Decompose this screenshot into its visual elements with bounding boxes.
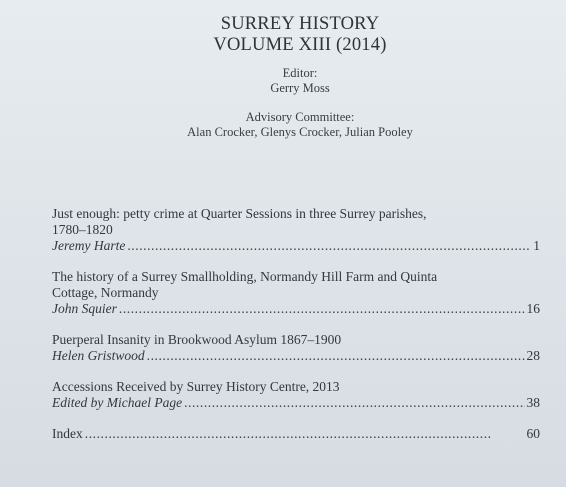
toc-entry-title: The history of a Surrey Smallholding, Normandy Hill Farm and Quinta xyxy=(52,269,438,284)
committee-label: Advisory Committee: xyxy=(245,110,355,124)
toc-entry-1 xyxy=(52,206,540,254)
toc-entry-index xyxy=(52,426,540,442)
toc-entry-author: Jeremy Harte xyxy=(52,238,126,253)
editor-name: Gerry Moss xyxy=(270,81,330,95)
toc-entry-author-line xyxy=(52,348,540,364)
dot-leader xyxy=(119,301,525,317)
toc-entry-2 xyxy=(52,269,540,317)
toc-entry-title: Accessions Received by Surrey History Centre, 2013 xyxy=(52,379,340,394)
dot-leader xyxy=(147,348,525,364)
toc-entry-author: John Squier xyxy=(52,301,117,316)
title-block xyxy=(0,14,566,140)
toc-entry-page: 38 xyxy=(526,395,540,410)
toc-entry-author-line xyxy=(52,395,540,411)
advisory-committee-block xyxy=(0,110,566,140)
toc-entry-author-line xyxy=(52,301,540,317)
toc-entry-title-cont: Cottage, Normandy xyxy=(52,285,159,300)
journal-title: SURREY HISTORY xyxy=(220,14,380,34)
dot-leader xyxy=(127,238,531,254)
index-label: Index xyxy=(52,426,83,441)
dot-leader xyxy=(85,426,525,442)
toc-entry-title: Just enough: petty crime at Quarter Sessions in three Surrey parishes, xyxy=(52,206,427,221)
index-line xyxy=(52,426,540,442)
toc-entry-author: Helen Gristwood xyxy=(52,348,145,363)
index-page: 60 xyxy=(526,426,540,441)
toc-entry-author-line xyxy=(52,238,540,254)
volume-title: VOLUME XIII (2014) xyxy=(213,35,387,55)
toc-entry-title: Puerperal Insanity in Brookwood Asylum 1867–1900 xyxy=(52,332,342,347)
toc-entry-3 xyxy=(52,332,540,364)
toc-entry-page: 28 xyxy=(526,348,540,363)
toc-entry-page: 1 xyxy=(533,238,540,253)
editor-label: Editor: xyxy=(282,66,318,80)
editor-block xyxy=(0,66,566,96)
toc-entry-4 xyxy=(52,379,540,411)
table-of-contents xyxy=(52,206,540,457)
toc-entry-page: 16 xyxy=(526,301,540,316)
toc-entry-title-cont: 1780–1820 xyxy=(52,222,113,237)
committee-members: Alan Crocker, Glenys Crocker, Julian Pooley xyxy=(187,125,413,139)
dot-leader xyxy=(184,395,524,411)
toc-entry-author: Edited by Michael Page xyxy=(52,395,183,410)
